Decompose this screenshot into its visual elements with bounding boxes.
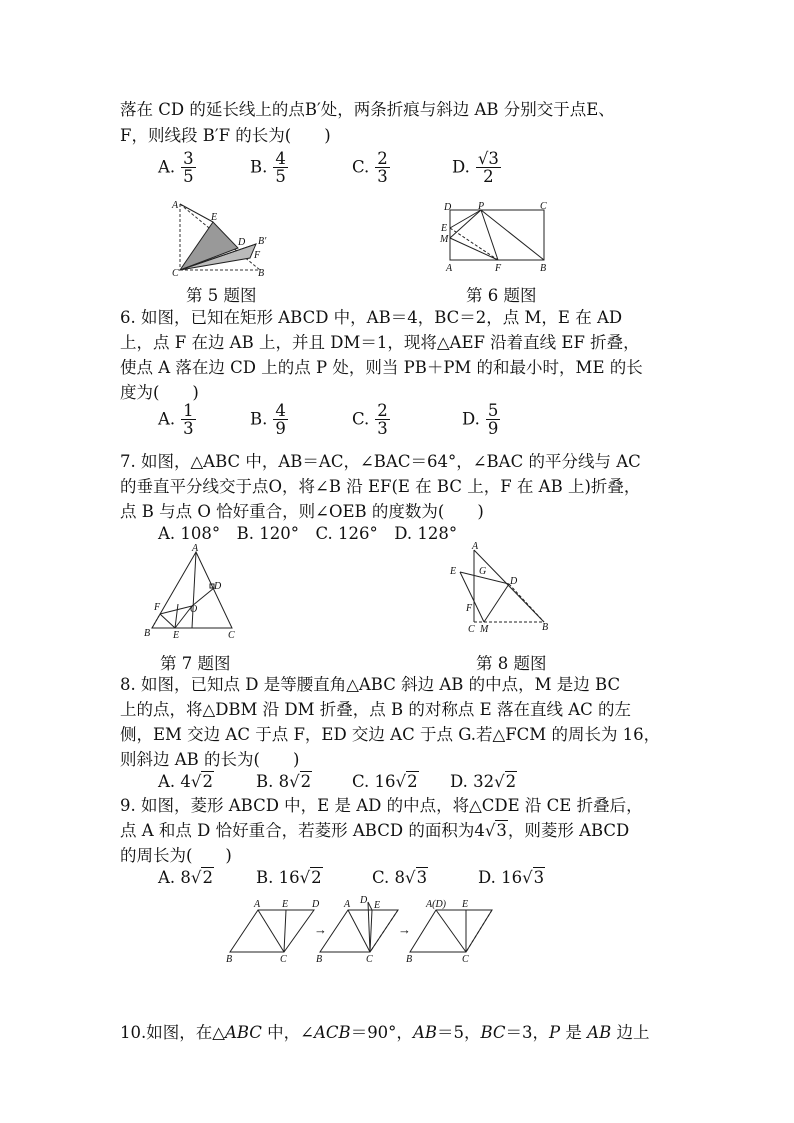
figure-8 [444,540,564,638]
figure-5 [168,198,278,278]
q6-line2: 上，点 F 在边 AB 上，并且 DM＝1，现将△AEF 沿着直线 EF 折叠， [120,333,640,352]
fig6-caption: 第 6 题图 [466,286,537,305]
q8-options [0,770,794,796]
q10-line1: 10.如图，在△ABC 中，∠ACB＝90°，AB＝5，BC＝3，P 是 AB 边上 [120,1023,650,1042]
q8-line3: 侧，EM 交边 AC 于点 F，ED 交边 AC 于点 G.若△FCM 的周长为 16， [120,725,661,744]
q9-option-a: A. 8√2 [158,868,213,887]
figure-9 [222,896,512,968]
fig7-label-c: C [228,630,235,641]
q8-option-b: B. 8√2 [256,772,312,791]
fig5-label-bprime: B′ [258,236,267,247]
fig9-panel-3 [406,899,492,965]
q7-line1: 7. 如图，△ABC 中，AB＝AC，∠BAC＝64°，∠BAC 的平分线与 AC [120,452,641,471]
fig7-label-b: B [144,628,151,639]
q6-line4: 度为( ) [120,383,199,402]
fig8-label-m: M [480,624,489,635]
q5-option-a: A. $\frac{3}{5}$ [158,149,194,187]
fig5-label-b: B [258,268,265,278]
q8-line1: 8. 如图，已知点 D 是等腰直角△ABC 斜边 AB 的中点，M 是边 BC [120,675,621,694]
fig9-p1-label-e: E [282,899,289,910]
fig5-label-a: A [172,200,179,211]
fig7-label-o: O [190,604,198,615]
q6-options [0,402,794,446]
fig9-p2-label-e: E [374,900,381,911]
q7-line3: 点 B 与点 O 恰好重合，则∠OEB 的度数为( ) [120,502,484,521]
fig9-p2-label-c: C [366,954,373,965]
q5-option-d: D. $\frac{√3}{2}$ [452,149,499,187]
q6-line1: 6. 如图，已知在矩形 ABCD 中，AB＝4，BC＝2，点 M，E 在 AD [120,308,623,327]
fig7-label-f: F [154,602,161,613]
fig9-p2-label-b: B [316,954,323,965]
q5-line1: 落在 CD 的延长线上的点B′处，两条折痕与斜边 AB 分别交于点E、 [120,100,615,119]
q9-line3: 的周长为( ) [120,846,232,865]
q8-option-c: C. 16√2 [352,772,418,791]
fig9-arrow-1: → [314,922,327,937]
q9-line2: 点 A 和点 D 恰好重合，若菱形 ABCD 的面积为4√3，则菱形 ABCD [120,821,630,840]
q7-line2: 的垂直平分线交于点O，将∠B 沿 EF(E 在 BC 上，F 在 AB 上)折叠， [120,477,641,496]
fig6-label-m: M [440,234,449,245]
fig9-p2-label-d: D [360,896,368,906]
figure-7 [140,544,250,642]
q9-line1: 9. 如图，菱形 ABCD 中，E 是 AD 的中点，将△CDE 沿 CE 折叠后， [120,796,643,815]
fig9-panel-2 [316,896,398,965]
fig8-label-d: D [510,576,518,587]
q9-options [0,866,794,892]
q6-option-d: D. $\frac{5}{9}$ [462,401,499,439]
q5-option-c: C. $\frac{2}{3}$ [352,149,388,187]
q6-line3: 使点 A 落在边 CD 上的点 P 处，则当 PB＋PM 的和最小时，ME 的长 [120,358,643,377]
fig9-p3-label-c: C [462,954,469,965]
q6-option-c: C. $\frac{2}{3}$ [352,401,388,439]
fig9-arrow-2: → [398,922,411,937]
q5-line2: F，则线段 B′F 的长为( ) [120,126,331,145]
q8-option-a: A. 4√2 [158,772,213,791]
fig6-label-e: E [441,223,448,234]
fig7-label-a: A [192,544,199,554]
q8-line2: 上的点，将△DBM 沿 DM 折叠，点 B 的对称点 E 落在直线 AC 的左 [120,700,631,719]
q8-option-d: D. 32√2 [450,772,517,791]
fig5-label-e: E [211,212,218,223]
fig9-p1-label-a: A [254,899,261,910]
fig7-caption: 第 7 题图 [160,654,231,673]
q5-options [0,150,794,194]
q6-option-b: B. $\frac{4}{9}$ [250,401,286,439]
fig9-p1-label-c: C [280,954,287,965]
q6-option-a: A. $\frac{1}{3}$ [158,401,194,439]
fig9-p3-label-ad: A(D) [426,899,446,910]
fig6-label-p: P [478,201,485,212]
fig5-label-f: F [254,250,261,261]
q9-option-b: B. 16√2 [256,868,322,887]
fig5-label-d: D [238,237,246,248]
fig6-label-c: C [540,201,547,212]
fig7-label-d: D [214,581,222,592]
fig9-p3-label-e: E [462,899,469,910]
q9-option-d: D. 16√3 [478,868,545,887]
fig9-p1-label-d: D [312,899,320,910]
fig9-p2-label-a: A [344,899,351,910]
fig8-label-e: E [450,566,457,577]
fig7-label-e: E [173,630,180,641]
q9-option-c: C. 8√3 [372,868,428,887]
fig6-label-d: D [444,202,452,213]
figure-6 [436,200,556,276]
q5-option-b: B. $\frac{4}{5}$ [250,149,286,187]
fig5-label-c: C [172,268,179,278]
fig8-label-g: G [479,566,487,577]
fig9-p3-label-b: B [406,954,413,965]
fig8-label-f: F [466,603,473,614]
fig6-label-f: F [495,263,502,274]
q8-line4: 则斜边 AB 的长为( ) [120,750,300,769]
fig8-caption: 第 8 题图 [476,654,547,673]
fig8-label-b: B [542,622,549,633]
fig9-panel-1 [226,899,323,965]
fig8-label-c: C [468,624,475,635]
fig6-label-a: A [446,263,453,274]
fig8-label-a: A [472,541,479,552]
fig9-p1-label-b: B [226,954,233,965]
fig5-caption: 第 5 题图 [186,286,257,305]
q7-options: A. 108° B. 120° C. 126° D. 128° [158,524,458,543]
fig6-label-b: B [540,263,547,274]
